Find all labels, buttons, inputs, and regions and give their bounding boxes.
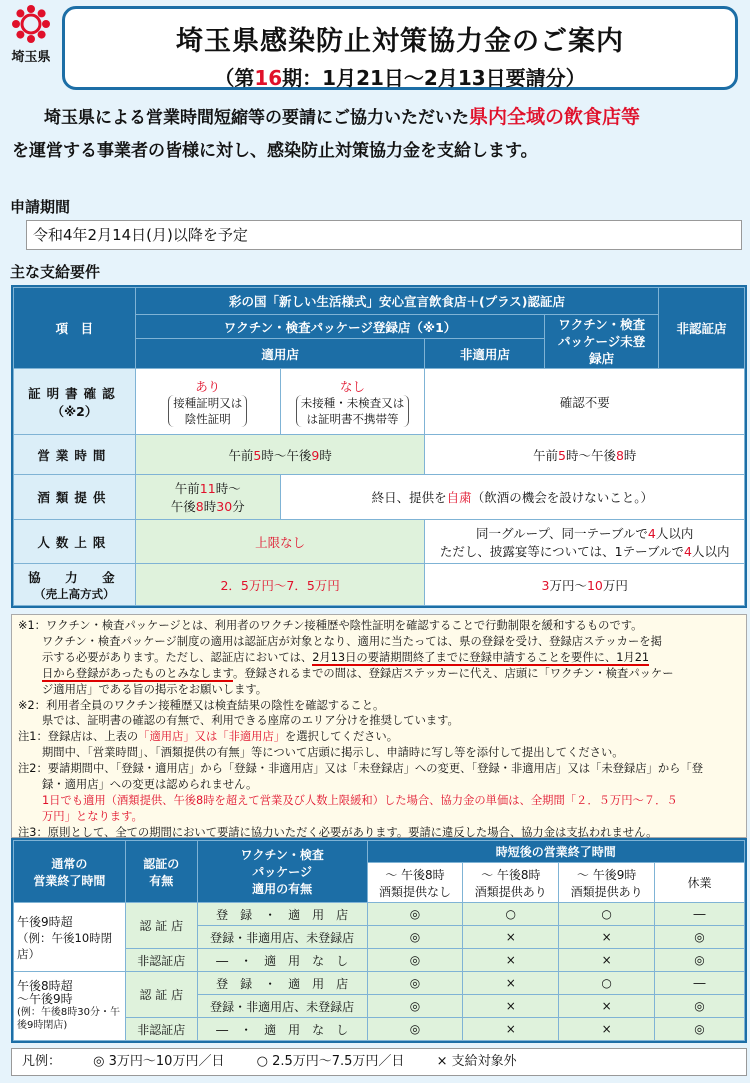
h-after-shortening: 時短後の営業終了時間 <box>367 841 744 863</box>
mark: ◎ <box>655 926 745 949</box>
saitama-emblem-icon <box>11 4 51 44</box>
mark: × <box>559 1018 655 1041</box>
mark: ― <box>655 972 745 995</box>
legend-item: ○ 2.5万円～7.5万円／日 <box>256 1054 405 1069</box>
alcohol-other-cell: 終日、提供を自粛（飲酒の機会を設けないこと。） <box>280 475 744 520</box>
hours-other-cell: 午前5時～午後8時 <box>425 435 745 475</box>
requirements-table <box>11 285 747 608</box>
footnotes: ※1：ワクチン・検査パッケージとは、利用者のワクチン接種歴や陰性証明を確認することで行動制限を緩和するものです。 ワクチン・検査パッケージ制度の適用は認証店が対象となり、適用に当たっては、県の登録を受け、登録店ステッカーを掲 示する必要があります。ただし、認証店においては、2月13日の要請期間終了までに登録申請することを要件に、1月21 日から登録があったものとみなします。登録されるまでの間は、登録店ステッカーに代え、店頭に「ワクチン・検査パッケー ジ適用店」である旨の掲示をお願いします。 ※2：利用者全員のワクチン接種歴又は検査結果の陰性を確認すること。 県では、証明書の確認の有無で、利用できる座席のエリア分けを推奨しています。 注1：登録店は、上表の「適用店」又は「非適用店」を選択してください。 期間中、「営業時間」、「酒類提供の有無」等について店頭に掲示し、申請時に写し等を添付して提出してください。 注2：要請期間中、「登録・適用店」から「登録・非適用店」又は「未登録店」への変更、「登録・非適用店」又は「未登録店」から「登 録・適用店」への変更は認められません。 1日でも適用（酒類提供、午後8時を超えて営業及び人数上限緩和）した場合、協力金の単価は、全期間「２．５万円～７．５ 万円」となります。 注3：原則として、全ての期間において要請に協力いただく必要があります。要請に違反した場合、協力金は支払われません。 <box>11 614 747 838</box>
mark: ◎ <box>655 949 745 972</box>
mark: ◎ <box>367 995 463 1018</box>
mark: ― <box>655 903 745 926</box>
noncert-label: 非認証店 <box>125 1018 197 1041</box>
h-col2: ～ 午後8時 酒類提供あり <box>463 863 559 903</box>
title-box <box>62 6 738 90</box>
pkg-label: 登 録 ・ 適 用 店 <box>197 972 367 995</box>
table-row <box>14 972 745 995</box>
row-alcohol-label: 酒類提供 <box>14 475 136 520</box>
prefecture-logo <box>6 4 56 64</box>
mark: ◎ <box>367 949 463 972</box>
h-package: ワクチン・検査 パッケージ 適用の有無 <box>197 841 367 903</box>
table-row <box>14 903 745 926</box>
highlight-target: 県内全域の飲食店等 <box>469 106 641 128</box>
mark: × <box>463 1018 559 1041</box>
legend <box>11 1048 747 1076</box>
col-item-header: 項 目 <box>14 288 136 369</box>
legend-item: ◎ 3万円～10万円／日 <box>93 1054 225 1069</box>
h-close-time: 通常の 営業終了時間 <box>14 841 126 903</box>
row-hours-label: 営業時間 <box>14 435 136 475</box>
col-unregistered-header: ワクチン・検査パッケージ未登録店 <box>545 315 659 369</box>
col-vaccine-registered-header: ワクチン・検査パッケージ登録店（※1） <box>135 315 544 339</box>
row-people-label: 人数上限 <box>14 520 136 564</box>
legend-label: 凡例： <box>22 1054 62 1069</box>
mark: × <box>463 926 559 949</box>
h-col4: 休業 <box>655 863 745 903</box>
people-applied-cell: 上限なし <box>135 520 425 564</box>
noncert-label: 非認証店 <box>125 949 197 972</box>
proof-not-needed-cell: 確認不要 <box>425 369 745 435</box>
mark: × <box>559 995 655 1018</box>
intro-text: 埼玉県による営業時間短縮等の要請にご協力いただいた県内全域の飲食店等 を運営する事業者の皆様に対し、感染防止対策協力金を支給します。 <box>12 106 641 161</box>
legend-item: × 支給対象外 <box>436 1054 517 1069</box>
row-proof-label: 証明書確認 （※2） <box>14 369 136 435</box>
pkg-label: ― ・ 適 用 な し <box>197 949 367 972</box>
page-subtitle: （第16期：1月21日～2月13日要請分） <box>214 66 586 90</box>
amount-other-cell: 3万円～10万円 <box>425 564 745 606</box>
mark: ◎ <box>655 1018 745 1041</box>
proof-no-cell: なし 未接種・未検査又は は証明書不携帯等 <box>280 369 425 435</box>
mark: ◎ <box>367 903 463 926</box>
mark: ○ <box>463 903 559 926</box>
alcohol-applied-cell: 午前11時～ 午後8時30分 <box>135 475 280 520</box>
mark: × <box>559 926 655 949</box>
col-applied-header: 適用店 <box>135 339 425 369</box>
col-certified-header: 彩の国「新しい生活様式」安心宣言飲食店＋(プラス)認証店 <box>135 288 658 315</box>
logo-text: 埼玉県 <box>11 50 51 65</box>
people-other-cell: 同一グループ、同一テーブルで4人以内 ただし、披露宴等については、1テーブルで4人以内 <box>425 520 745 564</box>
mark: × <box>463 972 559 995</box>
period-value: 令和4年2月14日(月)以降を予定 <box>26 220 742 250</box>
mark: ◎ <box>655 995 745 1018</box>
page-title: 埼玉県感染防止対策協力金のご案内 <box>176 26 624 57</box>
mark: ◎ <box>367 972 463 995</box>
mark: ◎ <box>367 926 463 949</box>
pkg-label: 登 録 ・ 適 用 店 <box>197 903 367 926</box>
h-col1: ～ 午後8時 酒類提供なし <box>367 863 463 903</box>
h-certification: 認証の 有無 <box>125 841 197 903</box>
pkg-label: 登録・非適用店、未登録店 <box>197 926 367 949</box>
proof-yes-cell: あり 接種証明又は 陰性証明 <box>135 369 280 435</box>
pkg-label: 登録・非適用店、未登録店 <box>197 995 367 1018</box>
period-heading: 申請期間 <box>10 198 71 216</box>
mark: ○ <box>559 972 655 995</box>
mark: × <box>463 949 559 972</box>
payment-matrix <box>11 838 747 1043</box>
cert-label: 認 証 店 <box>125 903 197 949</box>
h-col3: ～ 午後9時 酒類提供あり <box>559 863 655 903</box>
group-8pm-label: 午後8時超 ～午後9時 (例：午後8時30分・午後9時閉店) <box>14 972 126 1041</box>
col-noncertified-header: 非認証店 <box>659 288 745 369</box>
group-9pm-label: 午後9時超 （例：午後10時閉店） <box>14 903 126 972</box>
hours-applied-cell: 午前5時～午後9時 <box>135 435 425 475</box>
pkg-label: ― ・ 適 用 な し <box>197 1018 367 1041</box>
mark: ◎ <box>367 1018 463 1041</box>
requirements-heading: 主な支給要件 <box>10 263 101 281</box>
cert-label: 認 証 店 <box>125 972 197 1018</box>
mark: × <box>559 949 655 972</box>
amount-applied-cell: 2．5万円～7．5万円 <box>135 564 425 606</box>
row-amount-label: 協 力 金 （売上高方式） <box>14 564 136 606</box>
col-not-applied-header: 非適用店 <box>425 339 545 369</box>
mark: ○ <box>559 903 655 926</box>
mark: × <box>463 995 559 1018</box>
